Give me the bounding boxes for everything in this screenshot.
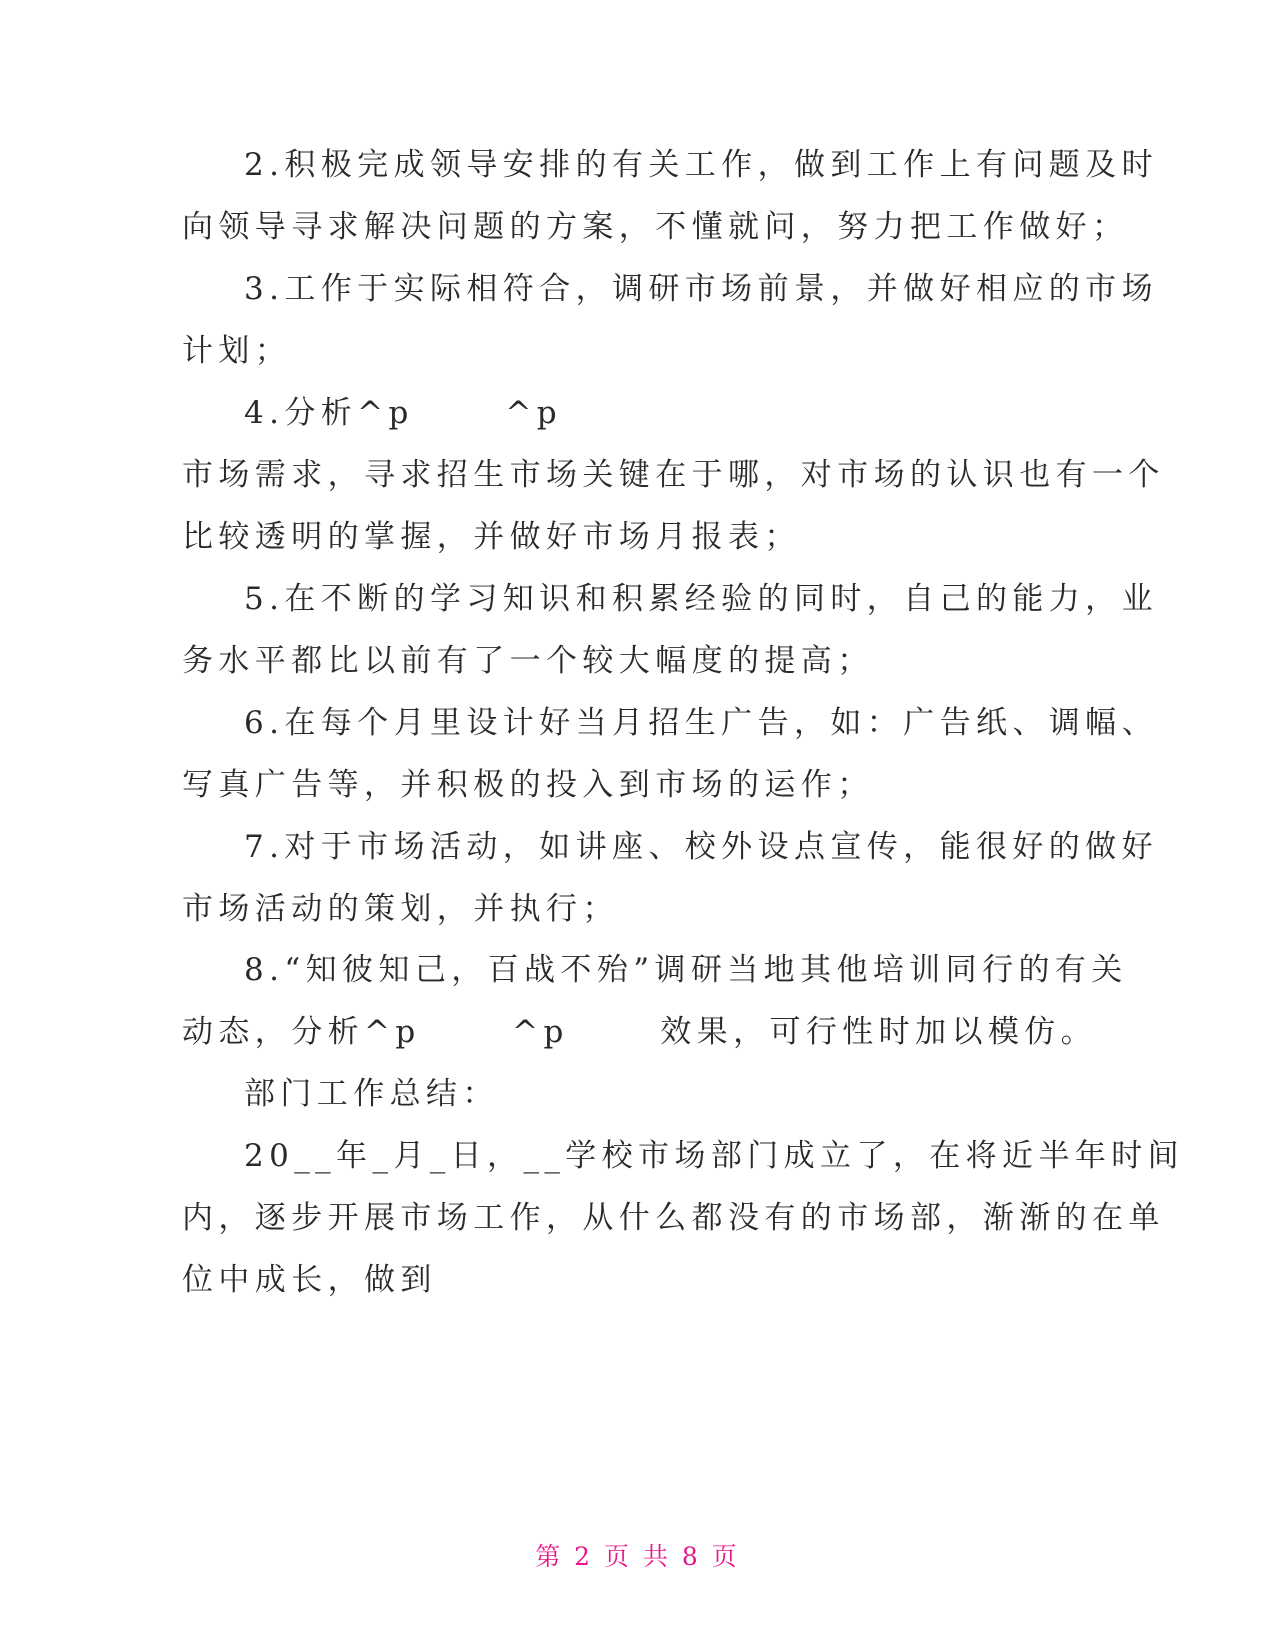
- section-heading: 部门工作总结：: [244, 1076, 499, 1112]
- paragraph-line: 向领导寻求解决问题的方案，不懂就问，努力把工作做好；: [182, 209, 1129, 245]
- paragraph-line: 4.分析^p ^p: [244, 395, 562, 431]
- paragraph-line: 动态，分析^p ^p 效果，可行性时加以模仿。: [182, 1014, 1098, 1050]
- paragraph-line: 8.“知彼知己，百战不殆”调研当地其他培训同行的有关: [244, 952, 1128, 988]
- paragraph-line: 比较透明的掌握，并做好市场月报表；: [182, 519, 801, 555]
- paragraph-line: 务水平都比以前有了一个较大幅度的提高；: [182, 643, 874, 679]
- paragraph-line: 位中成长，做到: [182, 1262, 437, 1298]
- paragraph-line: 6.在每个月里设计好当月招生广告，如：广告纸、调幅、: [244, 705, 1158, 741]
- paragraph-line: 2.积极完成领导安排的有关工作，做到工作上有问题及时: [244, 147, 1158, 183]
- paragraph-line: 3.工作于实际相符合，调研市场前景，并做好相应的市场: [244, 271, 1158, 307]
- paragraph-line: 5.在不断的学习知识和积累经验的同时，自己的能力，业: [244, 581, 1158, 617]
- paragraph-line: 写真广告等，并积极的投入到市场的运作；: [182, 767, 874, 803]
- paragraph-line: 20__年_月_日，__学校市场部门成立了，在将近半年时间: [244, 1138, 1185, 1174]
- paragraph-line: 市场活动的策划，并执行；: [182, 891, 619, 927]
- paragraph-line: 内，逐步开展市场工作，从什么都没有的市场部，渐渐的在单: [182, 1200, 1165, 1236]
- paragraph-line: 7.对于市场活动，如讲座、校外设点宣传，能很好的做好: [244, 829, 1158, 865]
- page-number-footer: 第 2 页 共 8 页: [535, 1542, 740, 1571]
- paragraph-line: 市场需求，寻求招生市场关键在于哪，对市场的认识也有一个: [182, 457, 1165, 493]
- paragraph-line: 计划；: [182, 333, 292, 369]
